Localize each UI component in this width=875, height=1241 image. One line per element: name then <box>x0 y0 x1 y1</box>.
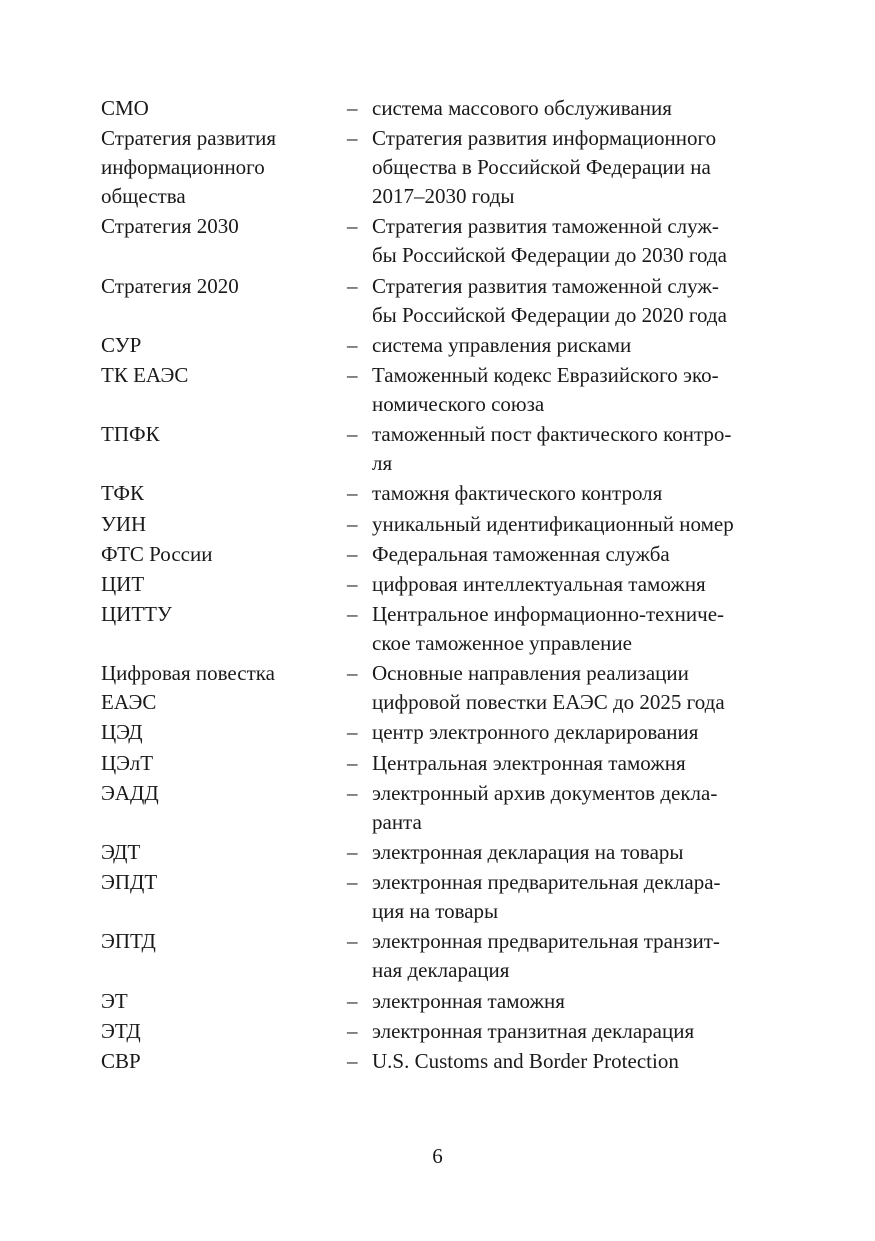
entry-term: СУР <box>101 332 142 357</box>
entry-term: ЦИТТУ <box>101 602 172 627</box>
entry-dash: – <box>347 870 358 895</box>
entry-dash: – <box>347 362 358 387</box>
entry-definition: Центральная электронная таможня <box>372 750 686 775</box>
entry-dash: – <box>347 273 358 298</box>
entry-term: УИН <box>101 511 147 536</box>
glossary-entry <box>101 600 781 658</box>
entry-term: ТФК <box>101 481 144 506</box>
entry-dash: – <box>347 422 358 447</box>
entry-dash: – <box>347 214 358 239</box>
entry-term: Стратегия развития информационного общества <box>101 126 277 209</box>
entry-dash: – <box>347 750 358 775</box>
entry-dash: – <box>347 929 358 954</box>
entry-term: Цифровая повестка ЕАЭС <box>101 661 275 715</box>
glossary-entry <box>101 1017 781 1046</box>
entry-dash: – <box>347 541 358 566</box>
glossary-entry <box>101 124 781 211</box>
glossary-entry <box>101 420 781 478</box>
glossary-entry <box>101 868 781 926</box>
entry-dash: – <box>347 96 358 120</box>
glossary-entry <box>101 540 781 569</box>
entry-term: ТПФК <box>101 422 160 447</box>
entry-term: CBP <box>101 1048 141 1073</box>
entry-term: ЭДТ <box>101 840 141 864</box>
entry-term: ЭТД <box>101 1018 141 1043</box>
entry-definition: цифровая интеллектуальная таможня <box>372 571 706 596</box>
entry-definition: электронная предварительная транзит- ная декларация <box>372 929 720 983</box>
entry-dash: – <box>347 720 358 745</box>
entry-dash: – <box>347 988 358 1013</box>
page-number: 6 <box>432 1144 443 1168</box>
glossary-entry <box>101 479 781 508</box>
entry-definition: электронная декларация на товары <box>372 840 684 864</box>
entry-term: ЭАДД <box>101 780 159 805</box>
entry-definition: электронная транзитная декларация <box>372 1018 695 1043</box>
glossary-entry <box>101 987 781 1016</box>
entry-definition: электронная таможня <box>372 988 565 1013</box>
entry-definition: центр электронного декларирования <box>372 720 699 745</box>
entry-definition: таможня фактического контроля <box>372 481 663 506</box>
entry-dash: – <box>347 840 358 864</box>
entry-term: СМО <box>101 96 149 120</box>
entry-term: Стратегия 2020 <box>101 273 239 298</box>
glossary-entry <box>101 1047 781 1076</box>
entry-dash: – <box>347 126 358 151</box>
entry-term: ФТС России <box>101 541 213 566</box>
glossary-entry <box>101 838 781 867</box>
entry-definition: U.S. Customs and Border Protection <box>372 1048 679 1073</box>
entry-definition: Федеральная таможенная служба <box>372 541 670 566</box>
entry-definition: система управления рисками <box>372 332 632 357</box>
glossary-entry <box>101 272 781 330</box>
entry-term: ЭПДТ <box>101 870 158 895</box>
glossary-entry <box>101 510 781 539</box>
entry-term: ЦИТ <box>101 571 145 596</box>
entry-term: ТК ЕАЭС <box>101 362 189 387</box>
entry-dash: – <box>347 332 358 357</box>
entry-definition: Основные направления реализации цифровой повестки ЕАЭС до 2025 года <box>372 661 725 715</box>
glossary-entry <box>101 718 781 747</box>
glossary-entry <box>101 749 781 778</box>
entry-dash: – <box>347 1048 358 1073</box>
abbreviations-list <box>101 94 781 1077</box>
entry-dash: – <box>347 571 358 596</box>
glossary-entry <box>101 927 781 985</box>
entry-definition: Стратегия развития таможенной служ- бы Российской Федерации до 2020 года <box>372 273 727 327</box>
entry-dash: – <box>347 780 358 805</box>
entry-term: Стратегия 2030 <box>101 214 239 239</box>
entry-dash: – <box>347 511 358 536</box>
entry-dash: – <box>347 602 358 627</box>
entry-definition: Таможенный кодекс Евразийского эко- номического союза <box>372 362 719 416</box>
entry-definition: уникальный идентификационный номер <box>372 511 734 536</box>
glossary-entry <box>101 779 781 837</box>
entry-definition: электронная предварительная деклара- ция на товары <box>372 870 721 924</box>
entry-dash: – <box>347 481 358 506</box>
entry-definition: Стратегия развития информационного общества в Российской Федерации на 2017–2030 годы <box>372 126 717 209</box>
entry-definition: Центральное информационно-техниче- ское таможенное управление <box>372 602 725 656</box>
entry-term: ЭПТД <box>101 929 156 954</box>
glossary-entry <box>101 94 781 123</box>
entry-term: ЭТ <box>101 988 128 1013</box>
entry-definition: электронный архив документов декла- ранта <box>372 780 718 834</box>
entry-term: ЦЭД <box>101 720 143 745</box>
entry-definition: система массового обслуживания <box>372 96 672 120</box>
glossary-entry <box>101 361 781 419</box>
entry-dash: – <box>347 1018 358 1043</box>
entry-term: ЦЭлТ <box>101 750 154 775</box>
glossary-entry <box>101 331 781 360</box>
glossary-entry <box>101 570 781 599</box>
entry-definition: Стратегия развития таможенной служ- бы Российской Федерации до 2030 года <box>372 214 727 268</box>
entry-definition: таможенный пост фактического контро- ля <box>372 422 732 476</box>
glossary-entry <box>101 212 781 270</box>
glossary-entry <box>101 659 781 717</box>
entry-dash: – <box>347 661 358 686</box>
